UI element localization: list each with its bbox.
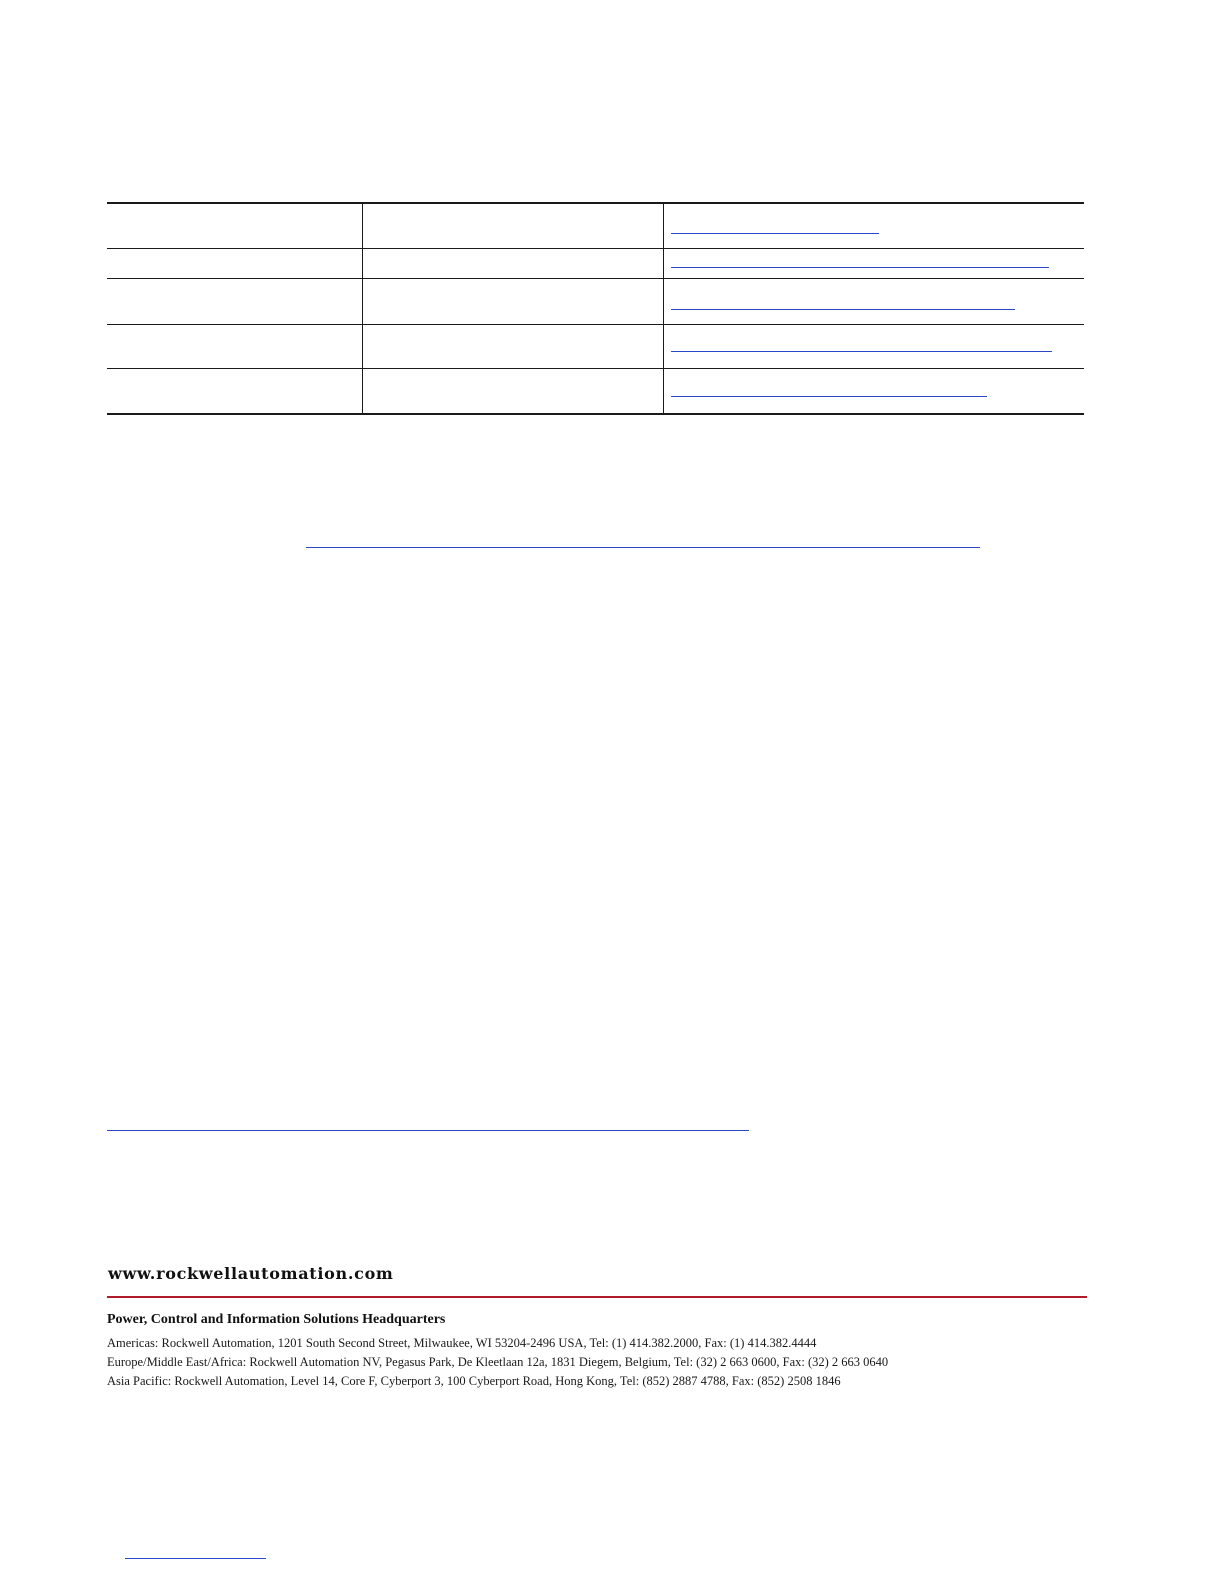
- description-cell: [362, 369, 663, 415]
- table-row: [107, 279, 1084, 325]
- address-emea: Europe/Middle East/Africa: Rockwell Automation NV, Pegasus Park, De Kleetlaan 12a, 1831 Diegem, Belgium, Tel: (32) 2 663 0600, Fax: (32) 2 663 0640: [107, 1355, 889, 1369]
- table-row: [107, 249, 1084, 279]
- environmental-info-link[interactable]: [107, 1130, 749, 1131]
- description-cell: [362, 279, 663, 325]
- support-resources-table: [107, 202, 1084, 415]
- link-cell: [663, 279, 1084, 325]
- resource-cell: [107, 325, 362, 369]
- resource-cell: [107, 279, 362, 325]
- description-cell: [362, 325, 663, 369]
- address-americas: Americas: Rockwell Automation, 1201 South Second Street, Milwaukee, WI 53204-2496 USA, Tel: (1) 414.382.2000, Fax: (1) 414.382.4444: [107, 1336, 817, 1350]
- headquarters-title: Power, Control and Information Solutions Headquarters: [107, 1312, 446, 1327]
- table-row: [107, 325, 1084, 369]
- resource-cell: [107, 249, 362, 279]
- resource-link[interactable]: [671, 309, 1015, 310]
- table-row: [107, 369, 1084, 415]
- resource-link[interactable]: [671, 267, 1049, 268]
- table-row: [107, 203, 1084, 249]
- description-cell: [362, 249, 663, 279]
- address-asia-pacific: Asia Pacific: Rockwell Automation, Level 14, Core F, Cyberport 3, 100 Cyberport Road, Hong Kong, Tel: (852) 2887 4788, Fax: (852) 2508 1846: [107, 1374, 841, 1388]
- link-cell: [663, 249, 1084, 279]
- description-cell: [362, 203, 663, 249]
- resource-link[interactable]: [671, 396, 987, 397]
- footer-divider: [107, 1296, 1087, 1298]
- documentation-feedback-link[interactable]: [306, 547, 980, 548]
- resource-link[interactable]: [671, 351, 1052, 352]
- resource-cell: [107, 203, 362, 249]
- website-url[interactable]: www.rockwellautomation.com: [108, 1264, 394, 1283]
- link-cell: [663, 203, 1084, 249]
- publication-number-link[interactable]: [125, 1558, 266, 1559]
- resource-cell: [107, 369, 362, 415]
- resource-link[interactable]: [671, 233, 879, 234]
- link-cell: [663, 325, 1084, 369]
- link-cell: [663, 369, 1084, 415]
